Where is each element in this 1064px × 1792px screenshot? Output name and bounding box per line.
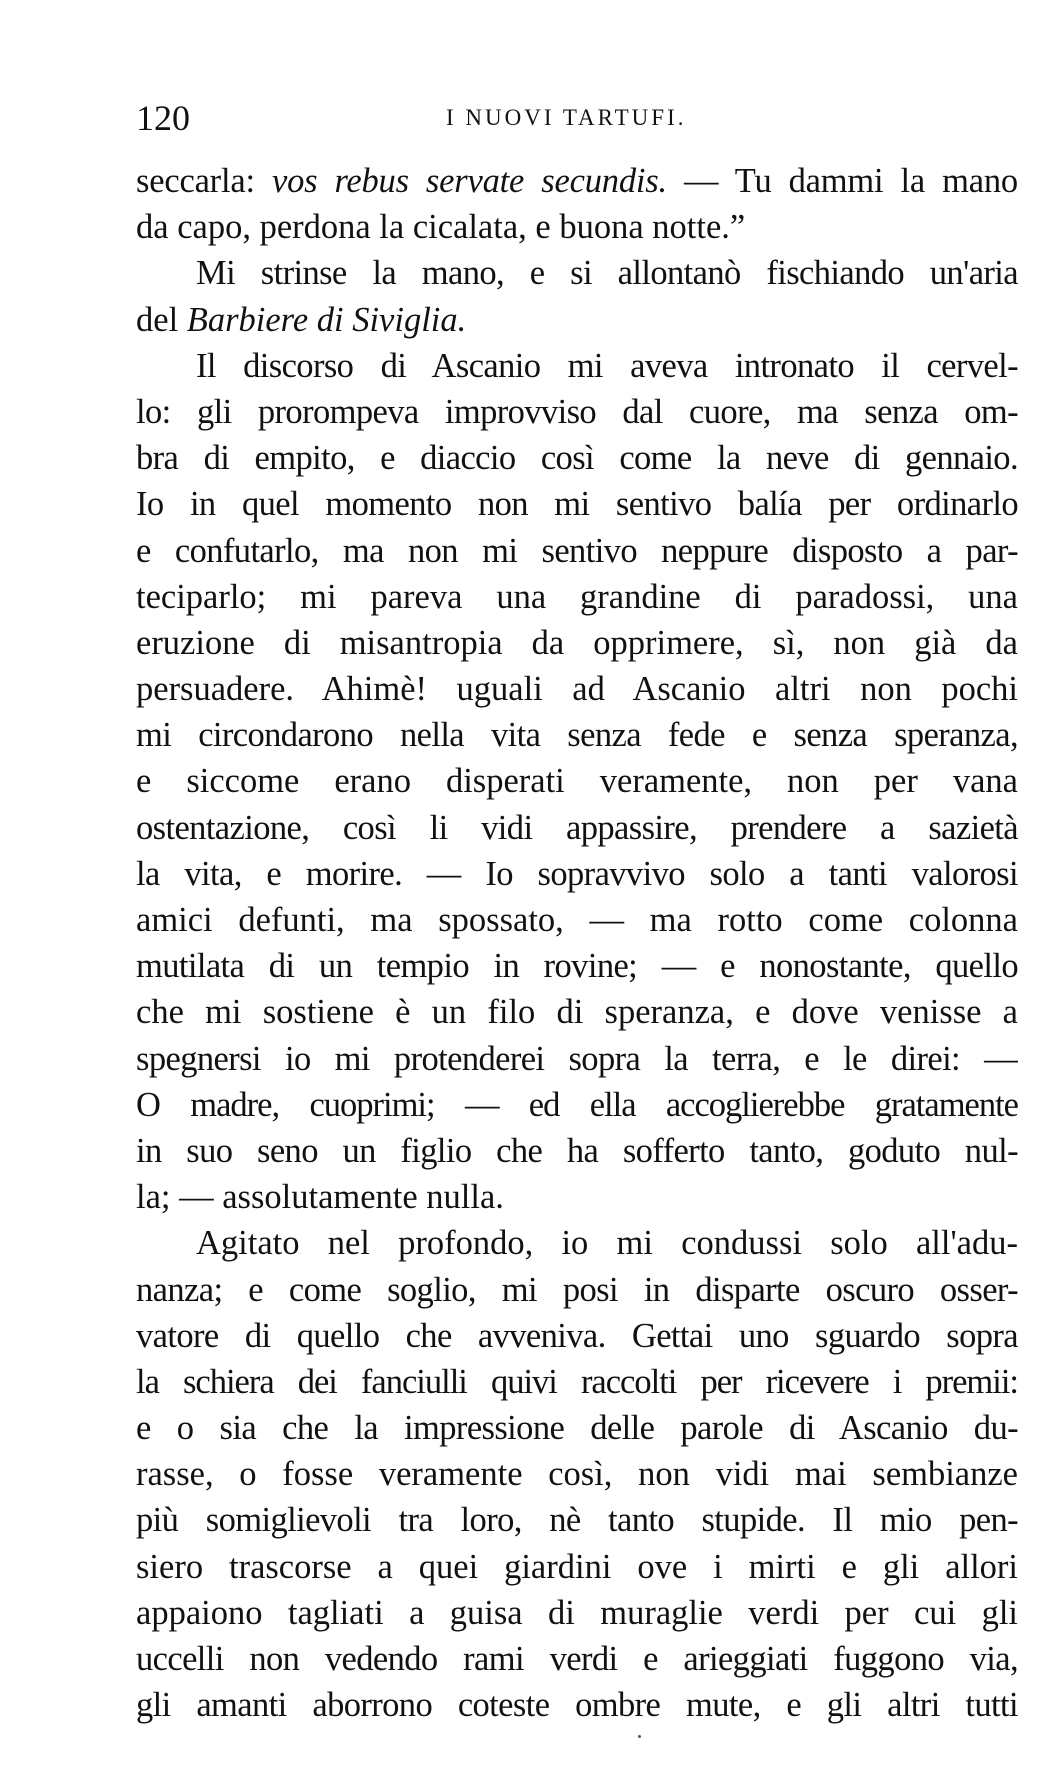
text-line: e o sia che la impressione delle parole di Ascanio du-: [136, 1409, 1018, 1448]
text-line: e confutarlo, ma non mi sentivo neppure disposto a par-: [136, 531, 1018, 570]
text-line: e siccome erano disperati veramente, non per vana: [136, 762, 1018, 801]
text-segment: seccarla:: [136, 162, 272, 200]
ink-speck: [638, 1735, 641, 1738]
text-line: nanza; e come soglio, mi posi in disparte oscuro osser-: [136, 1270, 1018, 1309]
running-title: I NUOVI TARTUFI.: [446, 105, 687, 130]
text-line: vatore di quello che avveniva. Gettai uno sguardo sopra: [136, 1316, 1018, 1355]
text-line: più somiglievoli tra loro, nè tanto stupide. Il mio pen-: [136, 1501, 1018, 1540]
text-line: [136, 158, 1018, 204]
text-segment: del: [136, 300, 187, 339]
paragraph-start-line: Il discorso di Ascanio mi aveva intronato il cervel-: [196, 346, 1018, 385]
text-line: la vita, e morire. — Io sopravvivo solo a tanti valorosi: [136, 854, 1018, 893]
text-segment: — Tu dammi la mano: [666, 162, 1018, 200]
opera-title: Barbiere di Siviglia.: [186, 300, 467, 339]
text-line: [136, 297, 1018, 343]
text-line: gli amanti aborrono coteste ombre mute, e gli altri tutti: [136, 1686, 1018, 1725]
text-line: la schiera dei fanciulli quivi raccolti per ricevere i premii:: [136, 1362, 1018, 1401]
text-line: in suo seno un figlio che ha sofferto tanto, goduto nul-: [136, 1131, 1018, 1170]
text-line: bra di empito, e diaccio così come la neve di gennaio.: [136, 439, 1018, 478]
text-line: eruzione di misantropia da opprimere, sì, non già da: [136, 623, 1018, 662]
page-number: 120: [136, 98, 190, 138]
latin-quote: vos rebus servate secundis.: [271, 162, 667, 200]
text-line: da capo, perdona la cicalata, e buona notte.”: [136, 208, 746, 247]
body-text: [136, 158, 1018, 1728]
text-line: ostentazione, così li vidi appassire, prendere a sazietà: [136, 808, 1018, 847]
text-line: persuadere. Ahimè! uguali ad Ascanio altri non pochi: [136, 670, 1018, 709]
text-line: spegnersi io mi protenderei sopra la terra, e le direi: —: [136, 1039, 1018, 1078]
text-line: Io in quel momento non mi sentivo balía per ordinarlo: [136, 485, 1018, 524]
text-line: uccelli non vedendo rami verdi e arieggiati fuggono via,: [136, 1640, 1018, 1678]
text-line: amici defunti, ma spossato, — ma rotto come colonna: [136, 901, 1018, 939]
text-line: appaiono tagliati a guisa di muraglie verdi per cui gli: [136, 1593, 1018, 1632]
text-line: che mi sostiene è un filo di speranza, e dove venisse a: [136, 993, 1018, 1032]
text-line: lo: gli prorompeva improvviso dal cuore, ma senza om-: [136, 392, 1018, 431]
paragraph-start-line: Agitato nel profondo, io mi condussi solo all'adu-: [196, 1224, 1018, 1263]
text-line: O madre, cuoprimi; — ed ella accoglierebbe gratamente: [136, 1085, 1018, 1124]
text-line: la; — assolutamente nulla.: [136, 1178, 504, 1217]
paragraph-start-line: Mi strinse la mano, e si allontanò fischiando un'aria: [196, 254, 1018, 293]
text-line: mutilata di un tempio in rovine; — e nonostante, quello: [136, 947, 1018, 986]
text-line: siero trascorse a quei giardini ove i mirti e gli allori: [136, 1547, 1018, 1586]
text-line: mi circondarono nella vita senza fede e senza speranza,: [136, 716, 1018, 755]
text-line: rasse, o fosse veramente così, non vidi mai sembianze: [136, 1455, 1018, 1494]
text-line: teciparlo; mi pareva una grandine di paradossi, una: [136, 577, 1018, 616]
